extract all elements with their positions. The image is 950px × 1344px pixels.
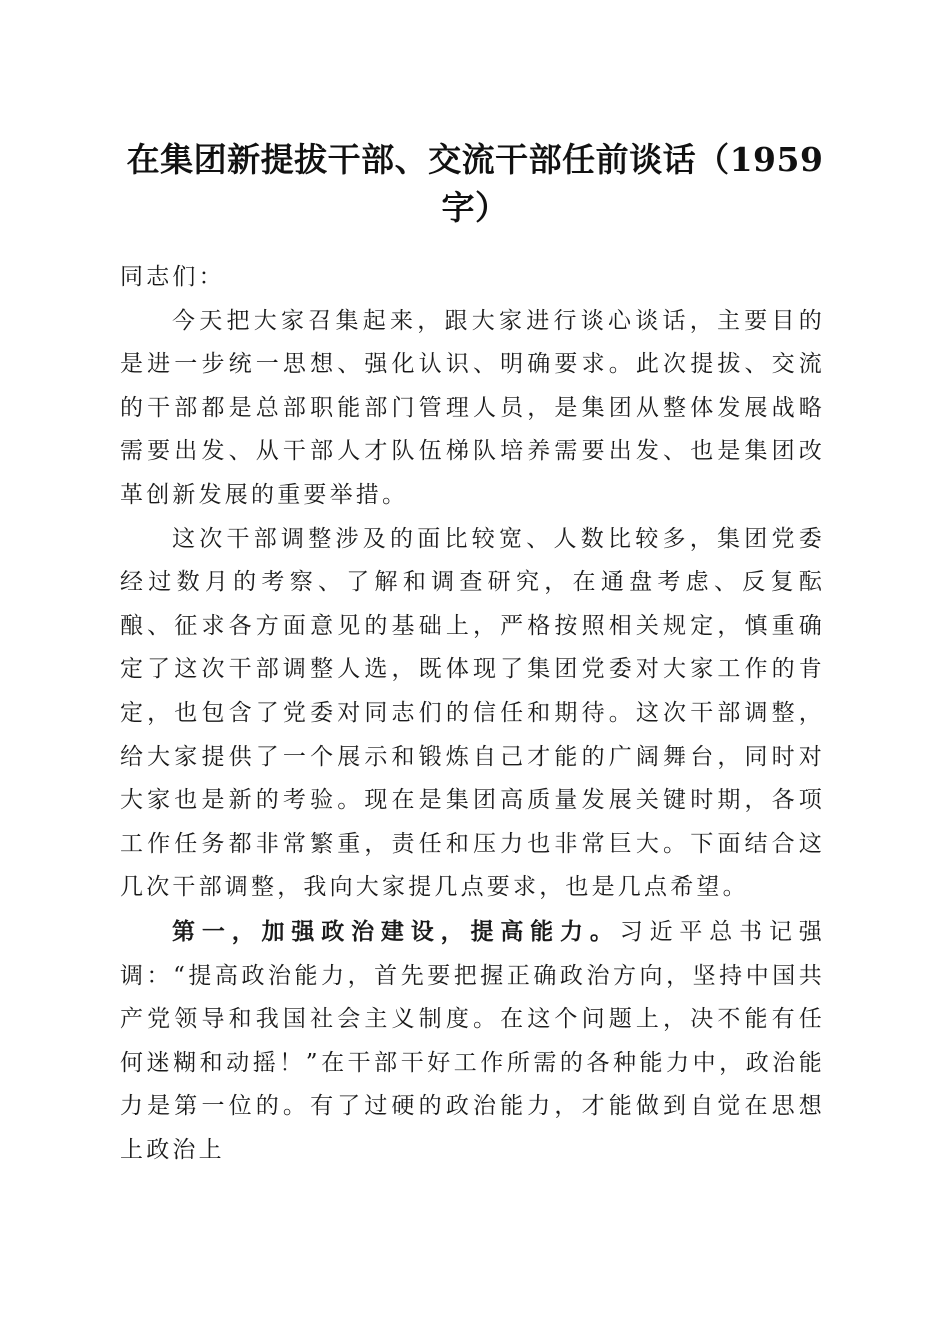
document-title: 在集团新提拔干部、交流干部任前谈话（1959字） <box>126 140 824 227</box>
point-one-text: 习近平总书记强调：“提高政治能力，首先要把握正确政治方向，坚持中国共产党领导和我国社会主义制度。在这个问题上，决不能有任何迷糊和动摇！”在干部干好工作所需的各种能力中，政治能力是第一位的。有了过硬的政治能力，才能做到自觉在思想上政治上 <box>120 918 826 1163</box>
paragraph-adjustment: 这次干部调整涉及的面比较宽、人数比较多，集团党委经过数月的考察、了解和调查研究，在通盘考虑、反复酝酿、征求各方面意见的基础上，严格按照相关规定，慎重确定了这次干部调整人选，既体现了集团党委对大家工作的肯定，也包含了党委对同志们的信任和期待。这次干部调整，给大家提供了一个展示和锻炼自己才能的广阔舞台，同时对大家也是新的考验。现在是集团高质量发展关键时期，各项工作任务都非常繁重，责任和压力也非常巨大。下面结合这几次干部调整，我向大家提几点要求，也是几点希望。 <box>120 525 825 901</box>
paragraph-opening: 今天把大家召集起来，跟大家进行谈心谈话，主要目的是进一步统一思想、强化认识、明确要求。此次提拔、交流的干部都是总部职能部门管理人员，是集团从整体发展战略需要出发、从干部人才队伍梯队培养需要出发、也是集团改革创新发展的重要举措。 <box>120 307 825 508</box>
document-body <box>120 256 825 1172</box>
point-one-heading: 第一，加强政治建设，提高能力。 <box>172 917 620 945</box>
salutation: 同志们： <box>120 264 225 290</box>
paragraph-point-one <box>120 910 825 1173</box>
